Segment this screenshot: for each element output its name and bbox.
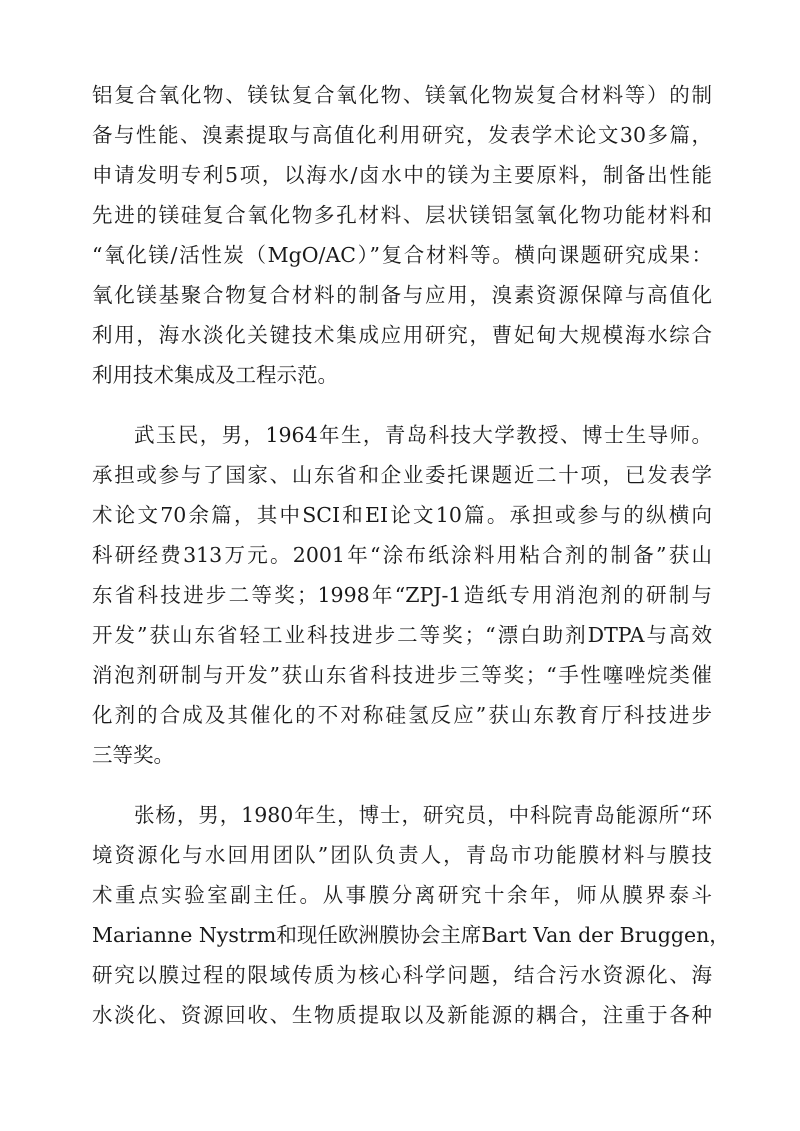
text-line: 申请发明专利5项，以海水/卤水中的镁为主要原料，制备出性能: [92, 163, 712, 187]
text-line: 利用，海水淡化关键技术集成应用研究，曹妃甸大规模海水综合: [92, 323, 712, 347]
text-line: “氧化镁/活性炭（MgO/AC）”复合材料等。横向课题研究成果：: [92, 243, 712, 267]
text-line: 铝复合氧化物、镁钛复合氧化物、镁氧化物炭复合材料等）的制: [92, 83, 712, 107]
text-line: 术重点实验室副主任。从事膜分离研究十余年，师从膜界泰斗: [92, 883, 712, 907]
text-line: 化剂的合成及其催化的不对称硅氢反应”获山东教育厅科技进步: [92, 703, 712, 727]
text-line: 三等奖。: [92, 743, 174, 767]
text-line: 利用技术集成及工程示范。: [92, 363, 338, 387]
text-line: 科研经费313万元。2001年“涂布纸涂料用粘合剂的制备”获山: [92, 543, 712, 567]
text-line: 消泡剂研制与开发”获山东省科技进步三等奖；“手性噻唑烷类催: [92, 663, 712, 687]
text-line: 水淡化、资源回收、生物质提取以及新能源的耦合，注重于各种: [92, 1003, 712, 1027]
text-line: 开发”获山东省轻工业科技进步二等奖；“漂白助剂DTPA与高效: [92, 623, 712, 647]
text-line: 东省科技进步二等奖；1998年“ZPJ-1造纸专用消泡剂的研制与: [92, 583, 712, 607]
text-line: 武玉民，男，1964年生，青岛科技大学教授、博士生导师。: [134, 423, 712, 447]
text-line: 先进的镁硅复合氧化物多孔材料、层状镁铝氢氧化物功能材料和: [92, 203, 712, 227]
text-line: 备与性能、溴素提取与高值化利用研究，发表学术论文30多篇，: [92, 123, 712, 147]
text-line: 术论文70余篇，其中SCI和EI论文10篇。承担或参与的纵横向: [92, 503, 712, 527]
text-line: 张杨，男，1980年生，博士，研究员，中科院青岛能源所“环: [134, 803, 712, 827]
text-line: 研究以膜过程的限域传质为核心科学问题，结合污水资源化、海: [92, 963, 712, 987]
text-line: Marianne Nystrm和现任欧洲膜协会主席Bart Van der Bruggen，: [92, 923, 730, 947]
text-line: 承担或参与了国家、山东省和企业委托课题近二十项，已发表学: [92, 463, 712, 487]
text-line: 境资源化与水回用团队”团队负责人，青岛市功能膜材料与膜技: [92, 843, 712, 867]
text-line: 氧化镁基聚合物复合材料的制备与应用，溴素资源保障与高值化: [92, 283, 712, 307]
